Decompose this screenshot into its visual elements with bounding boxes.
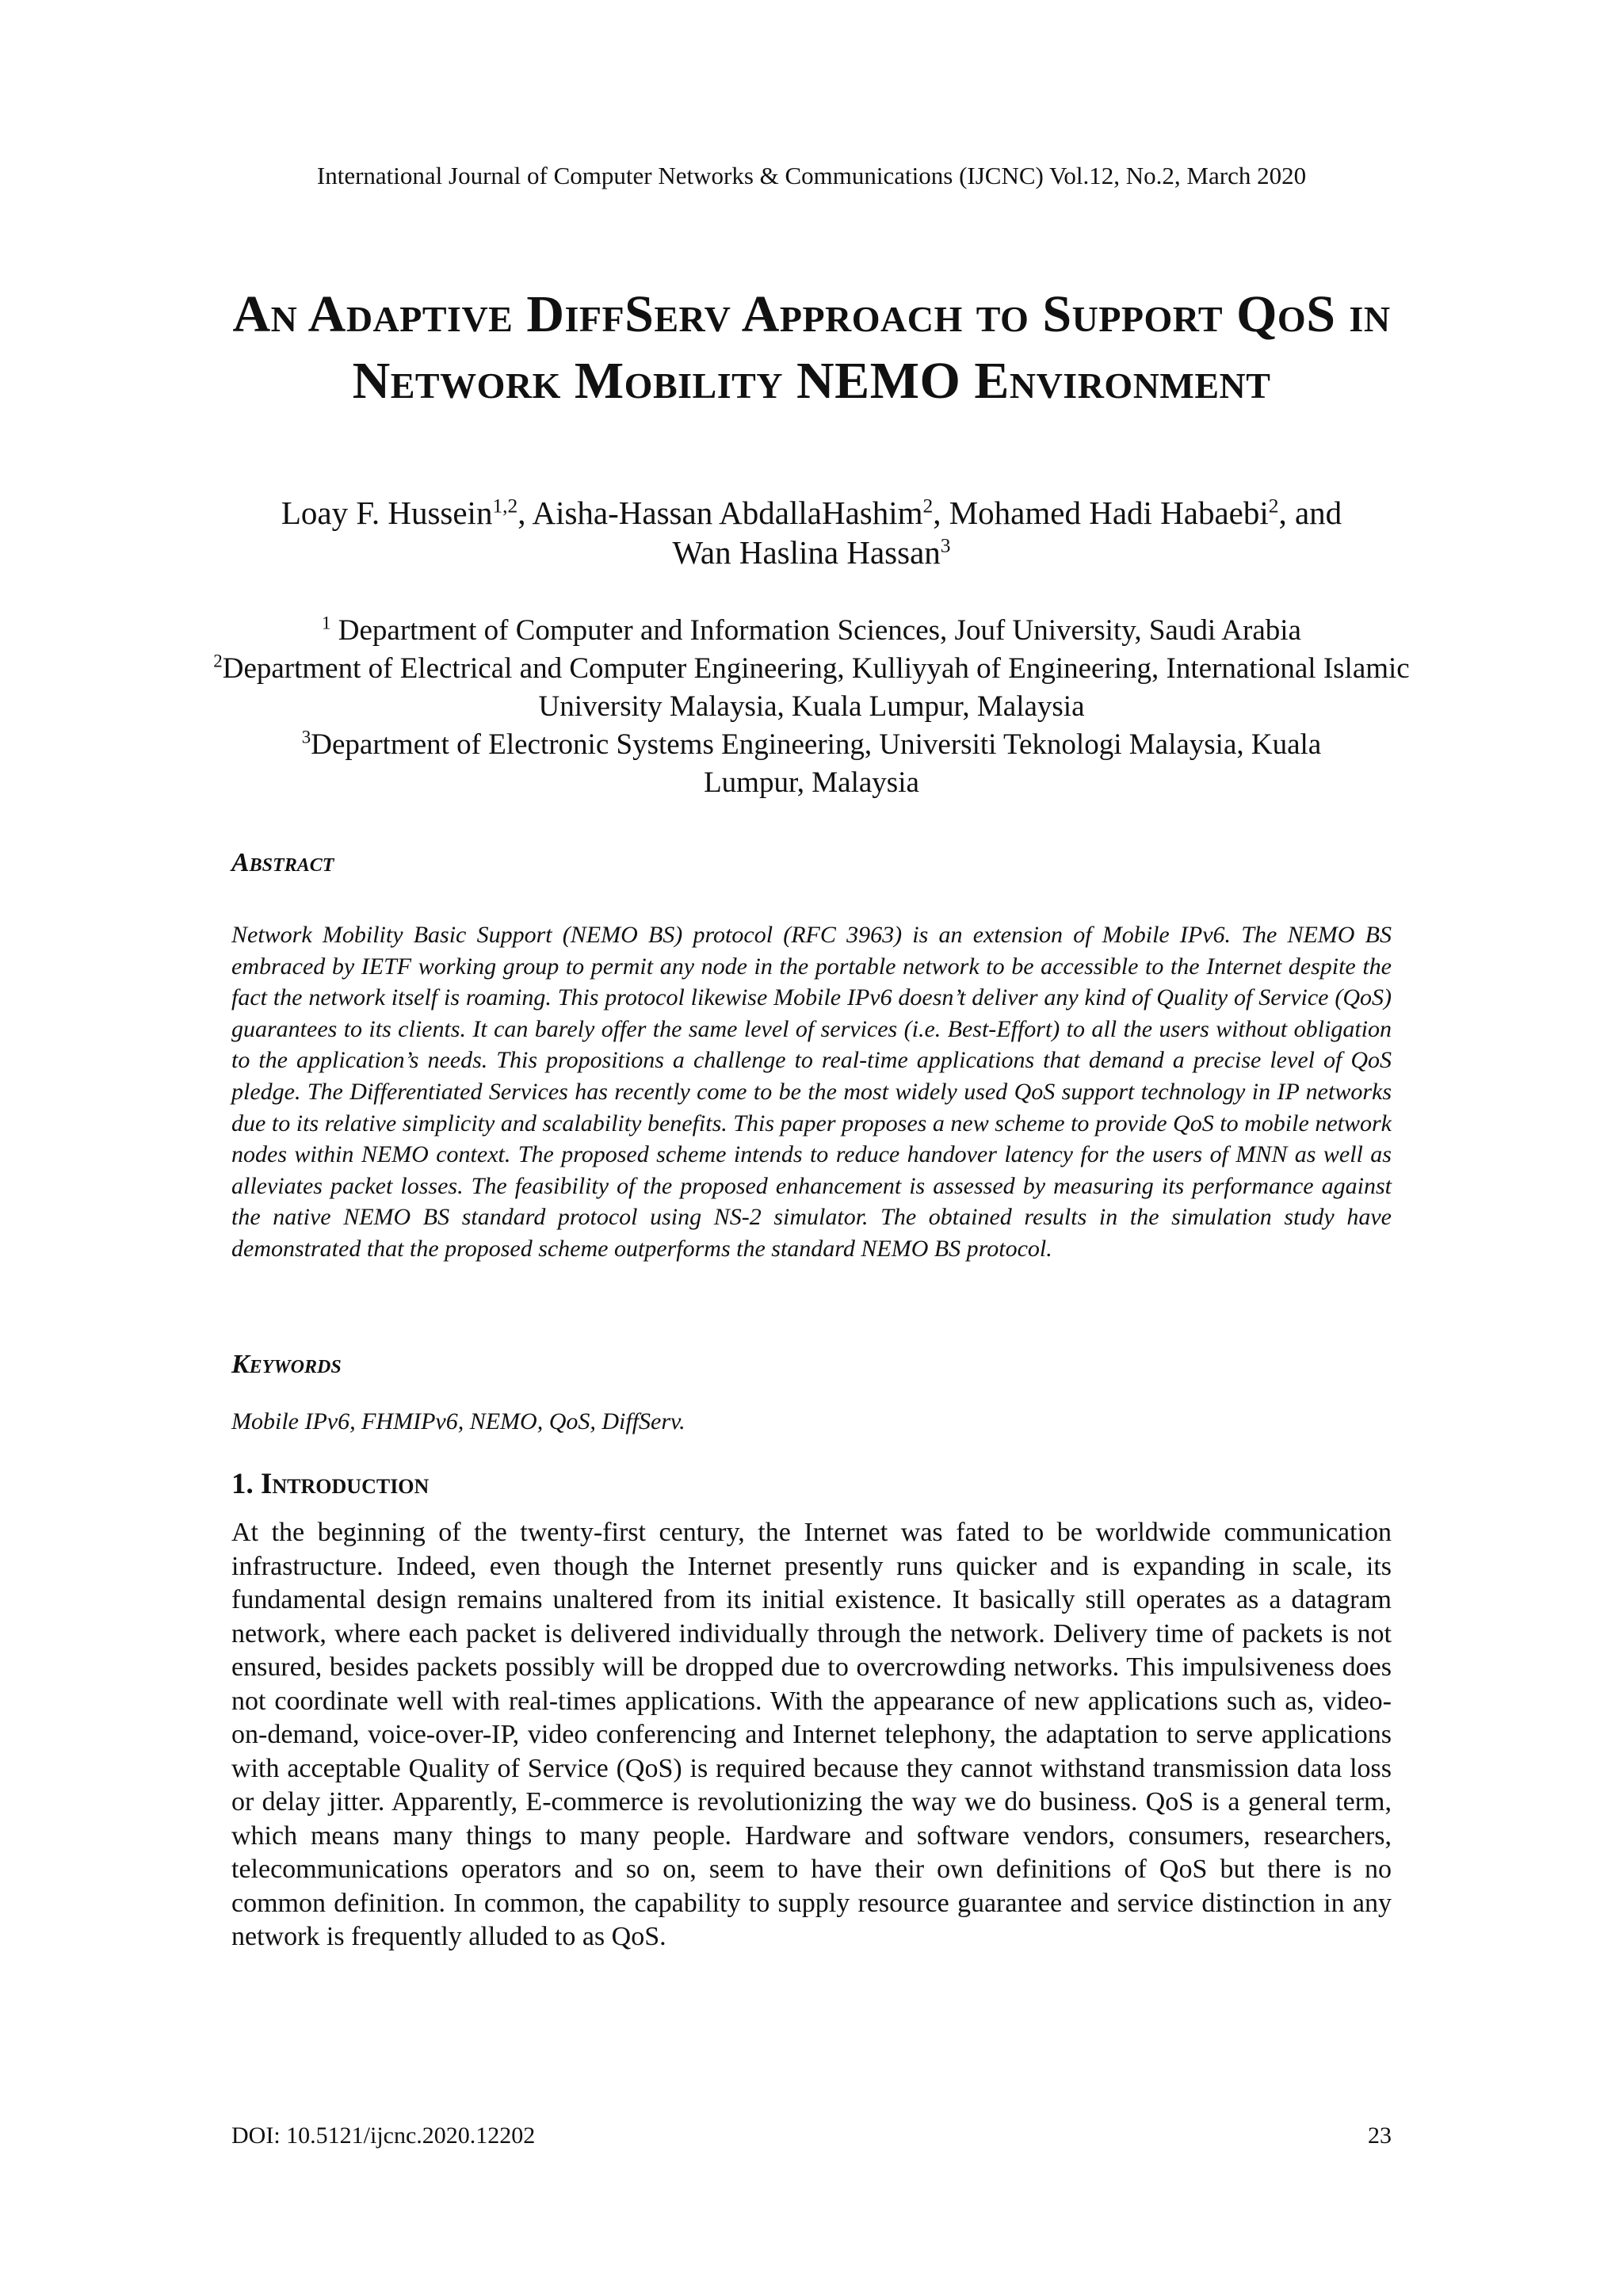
paper-title xyxy=(178,281,1445,415)
affiliation-mark: 2 xyxy=(213,651,223,671)
introduction-body: At the beginning of the twenty-first century, the Internet was fated to be worldwide communication infrastructure. Indeed, even though the Internet presently runs quicker and is expanding in scale, its fundamental design remains unaltered from its initial existence. It basically still operates as a datagram network, where each packet is delivered individually through the network. Delivery time of packets is not ensured, besides packets possibly will be dropped due to overcrowding networks. This impulsiveness does not coordinate well with real-times applications. With the appearance of new applications such as, video-on-demand, voice-over-IP, video conferencing and Internet telephony, the adaptation to serve applications with acceptable Quality of Service (QoS) is required because they cannot withstand transmission data loss or delay jitter. Apparently, E-commerce is revolutionizing the way we do business. QoS is a general term, which means many things to many people. Hardware and software vendors, consumers, researchers, telecommunications operators and so on, seem to have their own definitions of QoS but there is no common definition. In common, the capability to supply resource guarantee and service distinction in any network is frequently alluded to as QoS. xyxy=(231,1518,1392,1951)
author-separator: , xyxy=(933,495,949,531)
author-name: Aisha-Hassan AbdallaHashim xyxy=(532,495,923,531)
affiliation-text: Department of Electrical and Computer Engineering, Kulliyyah of Engineering, International Islamic University Malaysia, Kuala Lumpur, Malaysia xyxy=(222,652,1410,723)
affiliation-item xyxy=(178,726,1445,802)
author-separator: , xyxy=(517,495,533,531)
author-affiliation-mark: 2 xyxy=(1268,495,1279,518)
keywords-heading: Keywords xyxy=(231,1350,342,1379)
affiliation-text: Department of Computer and Information Sciences, Jouf University, Saudi Arabia xyxy=(330,614,1301,647)
author-name: Loay F. Hussein xyxy=(281,495,493,531)
affiliation-item xyxy=(178,650,1445,726)
paper-title-text: An Adaptive DiffServ Approach to Support QoS in Network Mobility NEMO Environment xyxy=(232,285,1391,410)
affiliation-mark: 1 xyxy=(322,613,331,633)
author-separator: , and xyxy=(1278,495,1342,531)
author-list xyxy=(178,493,1445,572)
author-name: Wan Haslina Hassan xyxy=(672,534,941,571)
affiliation-mark: 3 xyxy=(301,727,311,747)
author-affiliation-mark: 2 xyxy=(922,495,934,518)
journal-header: International Journal of Computer Networks & Communications (IJCNC) Vol.12, No.2, March 2020 xyxy=(316,162,1307,189)
page-number: 23 xyxy=(1368,2122,1392,2149)
abstract-heading: Abstract xyxy=(231,848,334,877)
affiliation-text: Department of Electronic Systems Engineering, Universiti Teknologi Malaysia, Kuala Lumpur, Malaysia xyxy=(311,728,1322,799)
author-affiliation-mark: 1,2 xyxy=(492,495,518,518)
doi-footer: DOI: 10.5121/ijcnc.2020.12202 xyxy=(231,2122,536,2149)
author-name: Mohamed Hadi Habaebi xyxy=(949,495,1269,531)
keywords-body: Mobile IPv6, FHMIPv6, NEMO, QoS, DiffServ. xyxy=(231,1408,685,1435)
affiliation-item xyxy=(178,612,1445,650)
abstract-body: Network Mobility Basic Support (NEMO BS) protocol (RFC 3963) is an extension of Mobile IPv6. The NEMO BS embraced by IETF working group to permit any node in the portable network to be accessible to the Internet despite the fact the network itself is roaming. This protocol likewise Mobile IPv6 doesn’t deliver any kind of Quality of Service (QoS) guarantees to its clients. It can barely offer the same level of services (i.e. Best-Effort) to all the users without obligation to the application’s needs. This propositions a challenge to real-time applications that demand a precise level of QoS pledge. The Differentiated Services has recently come to be the most widely used QoS support technology in IP networks due to its relative simplicity and scalability benefits. This paper proposes a new scheme to provide QoS to mobile network nodes within NEMO context. The proposed scheme intends to reduce handover latency for the users of MNN as well as alleviates packet losses. The feasibility of the proposed enhancement is assessed by measuring its performance against the native NEMO BS standard protocol using NS-2 simulator. The obtained results in the simulation study have demonstrated that the proposed scheme outperforms the standard NEMO BS protocol. xyxy=(231,922,1392,1262)
author-affiliation-mark: 3 xyxy=(940,534,951,557)
affiliation-list xyxy=(178,612,1445,802)
introduction-heading: 1. Introduction xyxy=(231,1468,430,1500)
